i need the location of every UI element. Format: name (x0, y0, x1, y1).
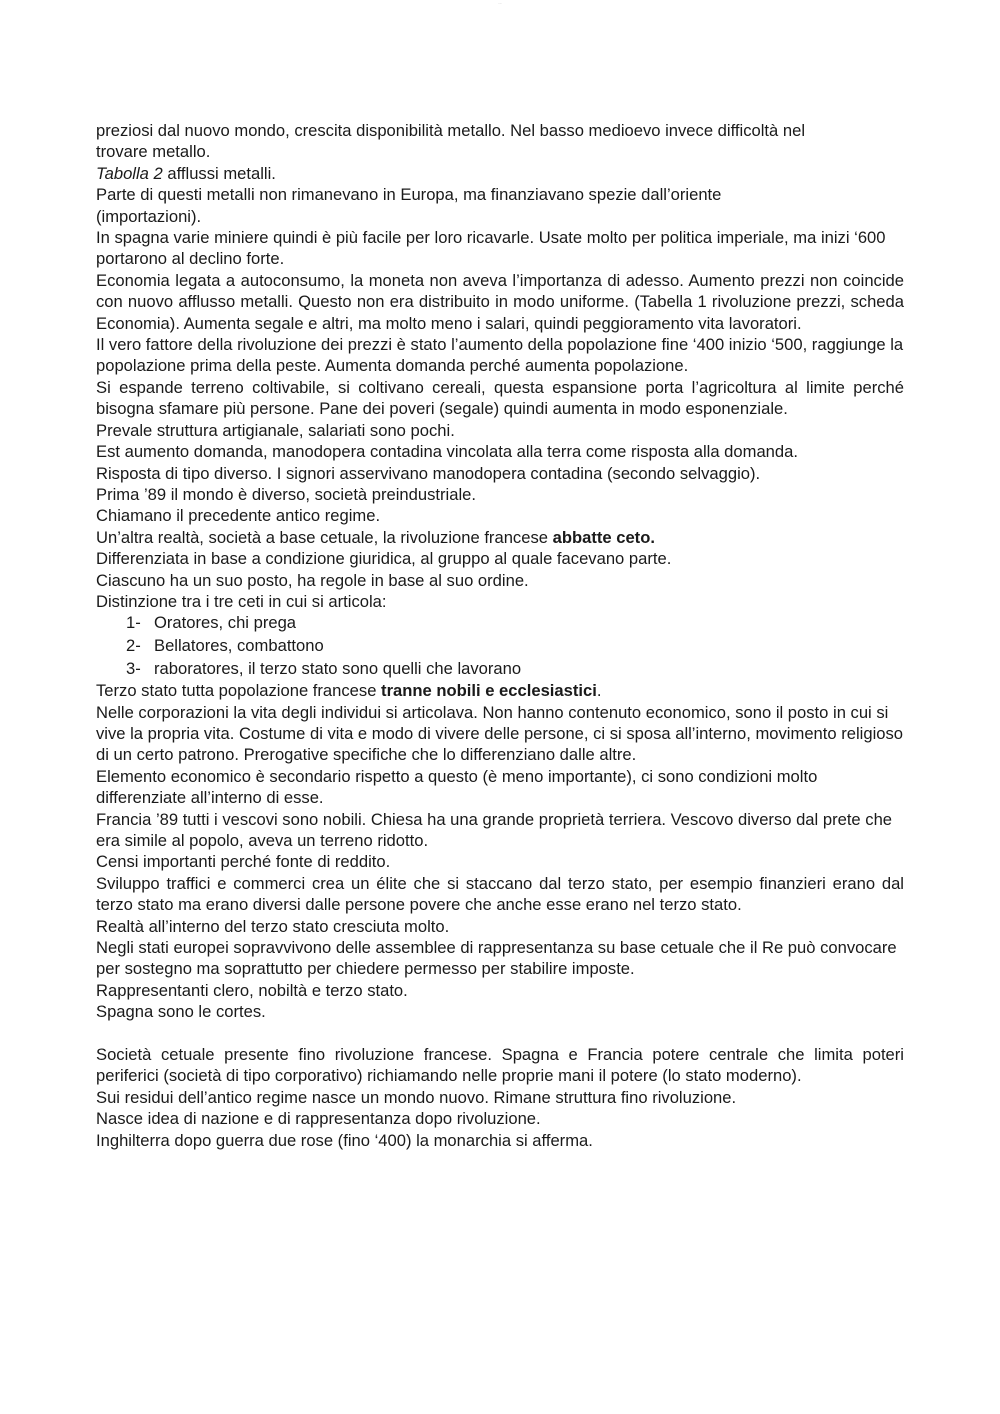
paragraph-17-end: . (596, 681, 602, 701)
paragraph-17-bold: tranne nobili e ecclesiastici (381, 681, 597, 701)
list-text: Bellatores, combattono (154, 635, 324, 655)
paragraph-21: Censi importanti perché fonte di reddito. (96, 852, 391, 872)
paragraph-25: Rappresentanti clero, nobiltà e terzo stato. (96, 980, 408, 1000)
paragraph-17 (96, 680, 904, 701)
paragraph-4: In spagna varie miniere quindi è più facile per loro ricavarle. Usate molto per politica imperiale, ma inizi ‘600 portarono al declino forte. (96, 228, 886, 269)
list-text: Oratores, chi prega (154, 613, 297, 633)
paragraph-22: Sviluppo traffici e commerci crea un élite che si staccano dal terzo stato, per esempio finanzieri erano dal terzo stato ma erano diversi dalle persone povere che anche esse erano nel terzo stato. (96, 873, 904, 915)
paragraph-5: Economia legata a autoconsumo, la moneta non aveva l’importanza di adesso. Aumento prezzi non coincide con nuovo afflusso metalli. Questo non era distribuito in modo uniforme. (Tabella 1 rivoluzione prezzi, scheda Economia). Aumenta segale e altri, ma molto meno i salari, quindi peggioramento vita lavoratori. (96, 270, 904, 333)
paragraph-3b: (importazioni). (96, 206, 202, 226)
paragraph-13-bold: abbatte ceto. (552, 527, 655, 547)
paragraph-1a: preziosi dal nuovo mondo, crescita disponibilità metallo. Nel basso medioevo invece difficoltà nel (96, 121, 806, 140)
paragraph-17-text: Terzo stato tutta popolazione francese (96, 681, 382, 701)
paragraph-8: Prevale struttura artigianale, salariati sono pochi. (96, 420, 455, 440)
paragraph-28: Sui residui dell’antico regime nasce un mondo nuovo. Rimane struttura fino rivoluzione. (96, 1087, 737, 1107)
paragraph-2-text: afflussi metalli. (162, 163, 276, 183)
paragraph-18: Nelle corporazioni la vita degli individui si articolava. Non hanno contenuto economico, sono il posto in cui si vive la propria vita. Costume di vita e modo di vivere delle persone, ci si sposa all’interno, movimento religioso di un certo patrono. Prerogative specifiche che lo differenziano dalle altre. (96, 702, 904, 765)
estates-list (96, 612, 904, 680)
list-number: 1- (126, 613, 141, 633)
paragraph-30: Inghilterra dopo guerra due rose (fino ‘400) la monarchia si afferma. (96, 1130, 593, 1150)
paragraph-9: Est aumento domanda, manodopera contadina vincolata alla terra come risposta alla domanda. (96, 442, 798, 462)
paragraph-13 (96, 527, 904, 548)
paragraph-spacer (96, 1023, 904, 1044)
paragraph-11: Prima ’89 il mondo è diverso, società preindustriale. (96, 484, 476, 504)
paragraph-10: Risposta di tipo diverso. I signori asservivano manodopera contadina (secondo selvaggio). (96, 463, 761, 483)
paragraph-14: Differenziata in base a condizione giuridica, al gruppo al quale facevano parte. (96, 549, 672, 569)
paragraph-15: Ciascuno ha un suo posto, ha regole in base al suo ordine. (96, 570, 529, 590)
paragraph-2 (96, 163, 904, 184)
paragraph-19: Elemento economico è secondario rispetto a questo (è meno importante), ci sono condizioni molto differenziate all’interno di esse. (96, 766, 818, 808)
paragraph-13-text: Un’altra realtà, società a base cetuale, la rivoluzione francese (96, 527, 553, 547)
table-reference-italic: Tabolla 2 (96, 163, 163, 183)
list-number: 3- (126, 658, 141, 678)
paragraph-20: Francia ’89 tutti i vescovi sono nobili. Chiesa ha una grande proprietà terriera. Vescovo diverso dal prete che era simile al popolo, aveva un terreno ridotto. (96, 809, 893, 850)
paragraph-26: Spagna sono le cortes. (96, 1002, 266, 1022)
paragraph-12: Chiamano il precedente antico regime. (96, 506, 381, 526)
paragraph-3a: Parte di questi metalli non rimanevano in Europa, ma finanziavano spezie dall’oriente (96, 185, 722, 205)
paragraph-29: Nasce idea di nazione e di rappresentanza dopo rivoluzione. (96, 1109, 541, 1129)
paragraph-24: Negli stati europei sopravvivono delle assemblee di rappresentanza su base cetuale che il Re può convocare per sostegno ma soprattutto per chiedere permesso per stabilire imposte. (96, 938, 897, 979)
paragraph-7: Si espande terreno coltivabile, si coltivano cereali, questa espansione porta l’agricoltura al limite perché bisogna sfamare più persone. Pane dei poveri (segale) quindi aumenta in modo esponenziale. (96, 377, 904, 419)
paragraph-23: Realtà all’interno del terzo stato cresciuta molto. (96, 916, 450, 936)
paragraph-6: Il vero fattore della rivoluzione dei prezzi è stato l’aumento della popolazione fine ‘400 inizio ‘500, raggiunge la popolazione prima della peste. Aumenta domanda perché aumenta popolazione. (96, 335, 904, 376)
paragraph-27: Società cetuale presente fino rivoluzione francese. Spagna e Francia potere centrale che limita poteri periferici (società di tipo corporativo) richiamando nelle proprie mani il potere (lo stato moderno). (96, 1045, 904, 1086)
list-item (96, 658, 904, 681)
list-number: 2- (126, 635, 141, 655)
list-item (96, 635, 904, 658)
list-text: raboratores, il terzo stato sono quelli che lavorano (154, 658, 522, 678)
paragraph-1b: trovare metallo. (96, 142, 211, 162)
page-watermark: ... (498, 0, 502, 5)
list-item (96, 612, 904, 635)
paragraph-16: Distinzione tra i tre ceti in cui si articola: (96, 591, 387, 611)
document-body (96, 120, 904, 1151)
